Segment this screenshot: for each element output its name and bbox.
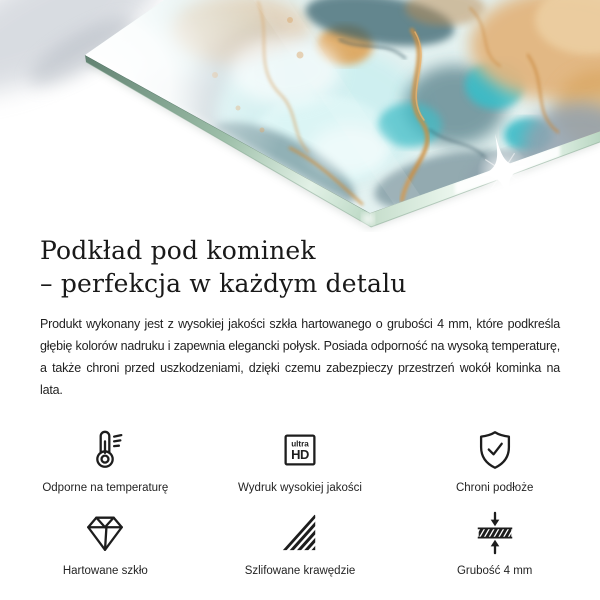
feature-label: Grubość 4 mm: [456, 565, 533, 577]
shield-check-icon: [472, 427, 518, 473]
page-title-line2: – perfekcja w każdym detalu: [40, 269, 407, 298]
ultra-hd-icon: [277, 427, 323, 473]
feature-label: Szlifowane krawędzie: [244, 565, 356, 577]
feature-label: Chroni podłoże: [455, 482, 534, 494]
feature-label: Wydruk wysokiej jakości: [238, 482, 362, 494]
product-photo: [0, 0, 600, 232]
feature-item-temperature: [8, 427, 203, 494]
ultra-hd-icon-text-small: ultra: [291, 439, 309, 449]
feature-item-polished-edges: [203, 510, 398, 577]
feature-item-thickness: [397, 510, 592, 577]
feature-item-protects-floor: [397, 427, 592, 494]
product-description-section: [0, 234, 600, 401]
thermometer-icon: [82, 427, 128, 473]
glass-panel-illustration: [0, 0, 600, 232]
page-title: [40, 234, 560, 300]
feature-label: Odporne na temperaturę: [42, 482, 169, 494]
feature-label: Hartowane szkło: [62, 565, 148, 577]
feature-grid: [0, 427, 600, 577]
page-title-line1: Podkład pod kominek: [40, 236, 316, 265]
feature-item-tempered-glass: [8, 510, 203, 577]
thickness-4mm-icon: [472, 510, 518, 556]
ultra-hd-icon-text-large: HD: [291, 447, 309, 463]
product-description: Produkt wykonany jest z wysokiej jakości szkła hartowanego o grubości 4 mm, które podkreśla głębię kolorów nadruku i zapewnia elegancki połysk. Posiada odporność na wysoką temperaturę, a także chroni przed uszkodzeniami, dzięki czemu zabezpieczy przestrzeń wokół kominka na lata.: [40, 317, 560, 397]
diamond-icon: [82, 510, 128, 556]
feature-item-print-quality: [203, 427, 398, 494]
polished-edges-icon: [277, 510, 323, 556]
